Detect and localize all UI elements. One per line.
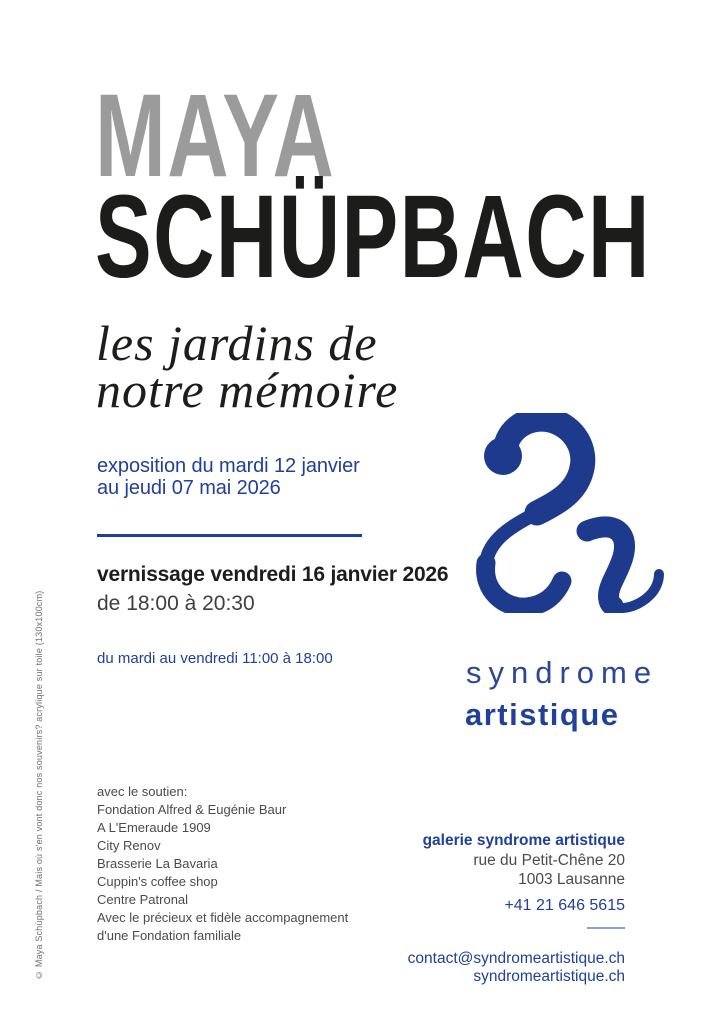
sponsors-list bbox=[97, 783, 348, 945]
sponsor-item: d'une Fondation familiale bbox=[97, 928, 242, 943]
exposition-dates bbox=[97, 455, 360, 499]
gallery-contact-block bbox=[408, 950, 625, 986]
gallery-street: rue du Petit-Chêne 20 bbox=[473, 852, 625, 869]
address-divider-rule bbox=[587, 927, 625, 929]
sponsors-heading: avec le soutien: bbox=[97, 784, 188, 799]
exposition-dates-line2: au jeudi 07 mai 2026 bbox=[97, 477, 281, 499]
gallery-address-block bbox=[423, 831, 625, 934]
artwork-credit-vertical: © Maya Schüpbach / Mais où s'en vont donc nos souvenirs? acrylique sur toile (130x100cm) bbox=[34, 590, 44, 980]
divider-rule bbox=[97, 534, 362, 537]
sponsor-item: A L'Emeraude 1909 bbox=[97, 820, 211, 835]
sponsor-item: City Renov bbox=[97, 838, 161, 853]
exposition-dates-line1: exposition du mardi 12 janvier bbox=[97, 455, 360, 477]
sa-monogram-icon bbox=[457, 413, 669, 613]
vernissage-date: vernissage vendredi 16 janvier 2026 bbox=[97, 563, 449, 586]
gallery-website: syndromeartistique.ch bbox=[473, 968, 625, 985]
logo-wordmark-syndrome: syndrome bbox=[466, 655, 659, 690]
artist-first-name: MAYA bbox=[95, 70, 336, 202]
sponsor-item: Avec le précieux et fidèle accompagnement bbox=[97, 910, 349, 925]
exhibition-title bbox=[96, 315, 399, 418]
gallery-email: contact@syndromeartistique.ch bbox=[407, 950, 625, 967]
logo-wordmark-artistique: artistique bbox=[465, 697, 620, 732]
exhibition-title-line2: notre mémoire bbox=[96, 362, 399, 418]
sponsor-item: Brasserie La Bavaria bbox=[97, 856, 218, 871]
artist-last-name: SCHÜPBACH bbox=[95, 171, 651, 303]
sponsor-item: Fondation Alfred & Eugénie Baur bbox=[97, 802, 287, 817]
gallery-name: galerie syndrome artistique bbox=[422, 832, 625, 849]
gallery-phone: +41 21 646 5615 bbox=[504, 897, 625, 914]
opening-hours: du mardi au vendredi 11:00 à 18:00 bbox=[97, 650, 333, 667]
gallery-city: 1003 Lausanne bbox=[518, 871, 625, 888]
sponsor-item: Cuppin's coffee shop bbox=[97, 874, 218, 889]
sponsor-item: Centre Patronal bbox=[97, 892, 189, 907]
vernissage-time: de 18:00 à 20:30 bbox=[97, 592, 255, 615]
exhibition-title-line1: les jardins de bbox=[96, 315, 378, 371]
